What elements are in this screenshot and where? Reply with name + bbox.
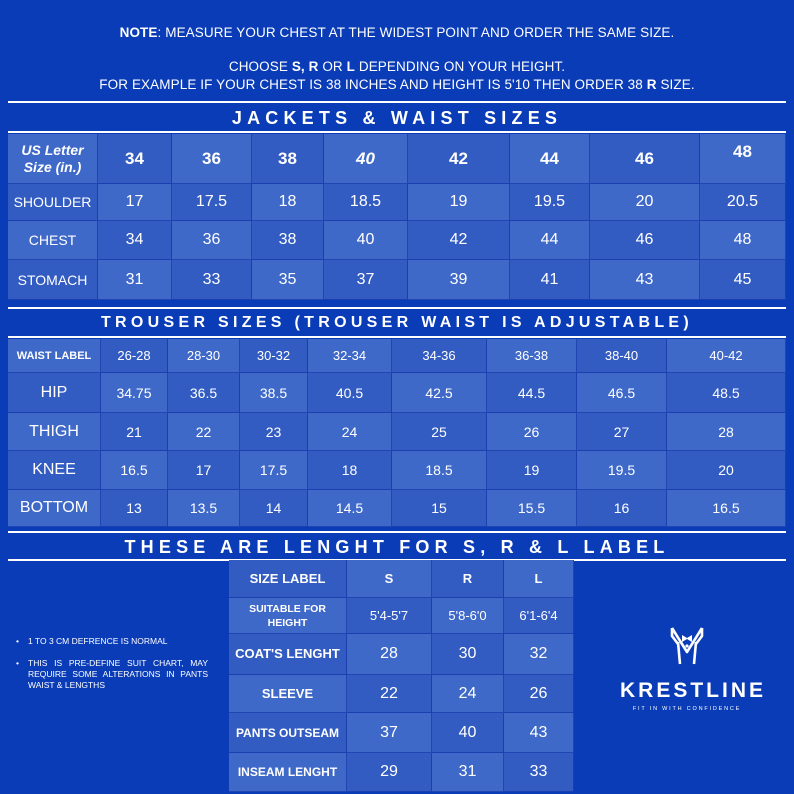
lengths-cell: 5'8-6'0 xyxy=(432,598,504,634)
jackets-cell: 31 xyxy=(98,260,172,300)
lengths-row-label: INSEAM LENGHT xyxy=(229,753,347,792)
trousers-waist: 38-40 xyxy=(577,339,667,373)
trousers-cell: 18 xyxy=(308,451,392,490)
lengths-cell: 26 xyxy=(504,675,574,713)
lengths-table xyxy=(229,560,574,792)
jackets-size: 46 xyxy=(590,134,700,184)
trousers-cell: 40.5 xyxy=(308,373,392,413)
notes-list xyxy=(16,636,208,702)
jackets-table xyxy=(8,134,786,300)
lengths-cell: 5'4-5'7 xyxy=(347,598,432,634)
trousers-row-label: KNEE xyxy=(8,451,101,490)
lengths-size-label: R xyxy=(432,560,504,598)
trousers-cell: 19 xyxy=(487,451,577,490)
table-row xyxy=(8,184,786,221)
jackets-cell: 18.5 xyxy=(324,184,408,221)
trousers-cell: 26 xyxy=(487,413,577,451)
jackets-size: 36 xyxy=(172,134,252,184)
jackets-cell: 18 xyxy=(252,184,324,221)
lengths-row-label: SUITABLE FOR HEIGHT xyxy=(229,598,347,634)
trousers-cell: 13 xyxy=(101,490,168,527)
jackets-cell: 45 xyxy=(700,260,786,300)
jackets-header-label: US Letter Size (in.) xyxy=(8,134,98,184)
tuxedo-bowtie-icon xyxy=(663,622,711,670)
trousers-header-label: WAIST LABEL xyxy=(8,339,101,373)
lengths-cell: 43 xyxy=(504,713,574,753)
table-row xyxy=(8,260,786,300)
divider xyxy=(8,336,786,338)
list-item: • 1 TO 3 CM DEFRENCE IS NORMAL xyxy=(16,636,208,647)
lengths-cell: 28 xyxy=(347,634,432,675)
trousers-cell: 23 xyxy=(240,413,308,451)
lengths-title: THESE ARE LENGHT FOR S, R & L LABEL xyxy=(124,537,670,557)
divider xyxy=(8,531,786,533)
jackets-row-label: STOMACH xyxy=(8,260,98,300)
trousers-cell: 20 xyxy=(667,451,786,490)
jackets-size: 40 xyxy=(324,134,408,184)
trousers-cell: 21 xyxy=(101,413,168,451)
divider xyxy=(8,307,786,309)
jackets-cell: 17 xyxy=(98,184,172,221)
trousers-cell: 19.5 xyxy=(577,451,667,490)
trousers-cell: 27 xyxy=(577,413,667,451)
jackets-cell: 44 xyxy=(510,221,590,260)
table-row xyxy=(8,490,786,527)
list-item: • THIS IS PRE-DEFINE SUIT CHART, MAY REQUIRE SOME ALTERATIONS IN PANTS WAIST & LENGTHS xyxy=(16,658,208,691)
lengths-cell: 30 xyxy=(432,634,504,675)
lengths-size-label: L xyxy=(504,560,574,598)
trousers-table xyxy=(8,339,786,527)
brand-tagline: FIT IN WITH CONFIDENCE xyxy=(632,706,742,712)
jackets-cell: 34 xyxy=(98,221,172,260)
table-row xyxy=(8,413,786,451)
divider xyxy=(8,131,786,133)
jackets-size: 48 xyxy=(700,134,786,184)
table-row xyxy=(229,753,574,792)
table-row xyxy=(229,598,574,634)
trousers-cell: 36.5 xyxy=(168,373,240,413)
brand-logo xyxy=(620,622,767,712)
trousers-cell: 14.5 xyxy=(308,490,392,527)
table-row xyxy=(8,373,786,413)
trousers-cell: 13.5 xyxy=(168,490,240,527)
jackets-cell: 35 xyxy=(252,260,324,300)
lengths-row-label: COAT'S LENGHT xyxy=(229,634,347,675)
jackets-cell: 20.5 xyxy=(700,184,786,221)
lengths-cell: 24 xyxy=(432,675,504,713)
table-row xyxy=(229,634,574,675)
table-row xyxy=(229,675,574,713)
lengths-cell: 29 xyxy=(347,753,432,792)
trousers-row-label: HIP xyxy=(8,373,101,413)
trousers-waist: 26-28 xyxy=(101,339,168,373)
jackets-cell: 38 xyxy=(252,221,324,260)
trousers-waist: 36-38 xyxy=(487,339,577,373)
trousers-waist: 28-30 xyxy=(168,339,240,373)
jackets-size: 42 xyxy=(408,134,510,184)
jackets-cell: 20 xyxy=(590,184,700,221)
jackets-cell: 33 xyxy=(172,260,252,300)
trousers-cell: 14 xyxy=(240,490,308,527)
trousers-waist: 32-34 xyxy=(308,339,392,373)
trousers-cell: 15 xyxy=(392,490,487,527)
trousers-cell: 18.5 xyxy=(392,451,487,490)
trousers-waist: 40-42 xyxy=(667,339,786,373)
lengths-cell: 40 xyxy=(432,713,504,753)
trousers-cell: 16.5 xyxy=(101,451,168,490)
jackets-cell: 19.5 xyxy=(510,184,590,221)
jackets-cell: 36 xyxy=(172,221,252,260)
trousers-cell: 15.5 xyxy=(487,490,577,527)
trousers-cell: 22 xyxy=(168,413,240,451)
trousers-cell: 34.75 xyxy=(101,373,168,413)
lengths-size-label: S xyxy=(347,560,432,598)
trousers-row-label: BOTTOM xyxy=(8,490,101,527)
trousers-cell: 17.5 xyxy=(240,451,308,490)
jackets-cell: 41 xyxy=(510,260,590,300)
trousers-cell: 38.5 xyxy=(240,373,308,413)
trousers-cell: 46.5 xyxy=(577,373,667,413)
note-example-line: FOR EXAMPLE IF YOUR CHEST IS 38 INCHES AND HEIGHT IS 5'10 THEN ORDER 38 R SIZE. xyxy=(99,77,695,92)
lengths-cell: 31 xyxy=(432,753,504,792)
lengths-cell: 6'1-6'4 xyxy=(504,598,574,634)
jackets-cell: 39 xyxy=(408,260,510,300)
trousers-cell: 16.5 xyxy=(667,490,786,527)
trousers-waist: 34-36 xyxy=(392,339,487,373)
jackets-cell: 46 xyxy=(590,221,700,260)
jackets-size: 44 xyxy=(510,134,590,184)
jackets-title: JACKETS & WAIST SIZES xyxy=(231,108,563,128)
jackets-row-label: CHEST xyxy=(8,221,98,260)
lengths-cell: 22 xyxy=(347,675,432,713)
trousers-cell: 28 xyxy=(667,413,786,451)
trousers-row-label: THIGH xyxy=(8,413,101,451)
brand-name: KRESTLINE xyxy=(620,679,767,702)
jackets-cell: 17.5 xyxy=(172,184,252,221)
trousers-cell: 42.5 xyxy=(392,373,487,413)
trousers-cell: 24 xyxy=(308,413,392,451)
trousers-cell: 44.5 xyxy=(487,373,577,413)
trousers-cell: 48.5 xyxy=(667,373,786,413)
table-row xyxy=(8,451,786,490)
jackets-size: 38 xyxy=(252,134,324,184)
jackets-cell: 43 xyxy=(590,260,700,300)
jackets-cell: 19 xyxy=(408,184,510,221)
trousers-cell: 25 xyxy=(392,413,487,451)
lengths-cell: 37 xyxy=(347,713,432,753)
table-row xyxy=(8,221,786,260)
trousers-waist: 30-32 xyxy=(240,339,308,373)
trousers-title: TROUSER SIZES (TROUSER WAIST IS ADJUSTABLE) xyxy=(100,314,694,331)
jackets-cell: 37 xyxy=(324,260,408,300)
jackets-cell: 48 xyxy=(700,221,786,260)
divider xyxy=(8,101,786,103)
jackets-cell: 42 xyxy=(408,221,510,260)
lengths-header-label: SIZE LABEL xyxy=(229,560,347,598)
lengths-cell: 32 xyxy=(504,634,574,675)
trousers-cell: 17 xyxy=(168,451,240,490)
lengths-cell: 33 xyxy=(504,753,574,792)
jackets-row-label: SHOULDER xyxy=(8,184,98,221)
lengths-row-label: PANTS OUTSEAM xyxy=(229,713,347,753)
lengths-row-label: SLEEVE xyxy=(229,675,347,713)
jackets-cell: 40 xyxy=(324,221,408,260)
trousers-cell: 16 xyxy=(577,490,667,527)
jackets-size: 34 xyxy=(98,134,172,184)
table-row xyxy=(229,713,574,753)
note-line: NOTE: MEASURE YOUR CHEST AT THE WIDEST POINT AND ORDER THE SAME SIZE. xyxy=(119,25,675,40)
note-choose-line: CHOOSE S, R OR L DEPENDING ON YOUR HEIGHT. xyxy=(228,59,566,74)
